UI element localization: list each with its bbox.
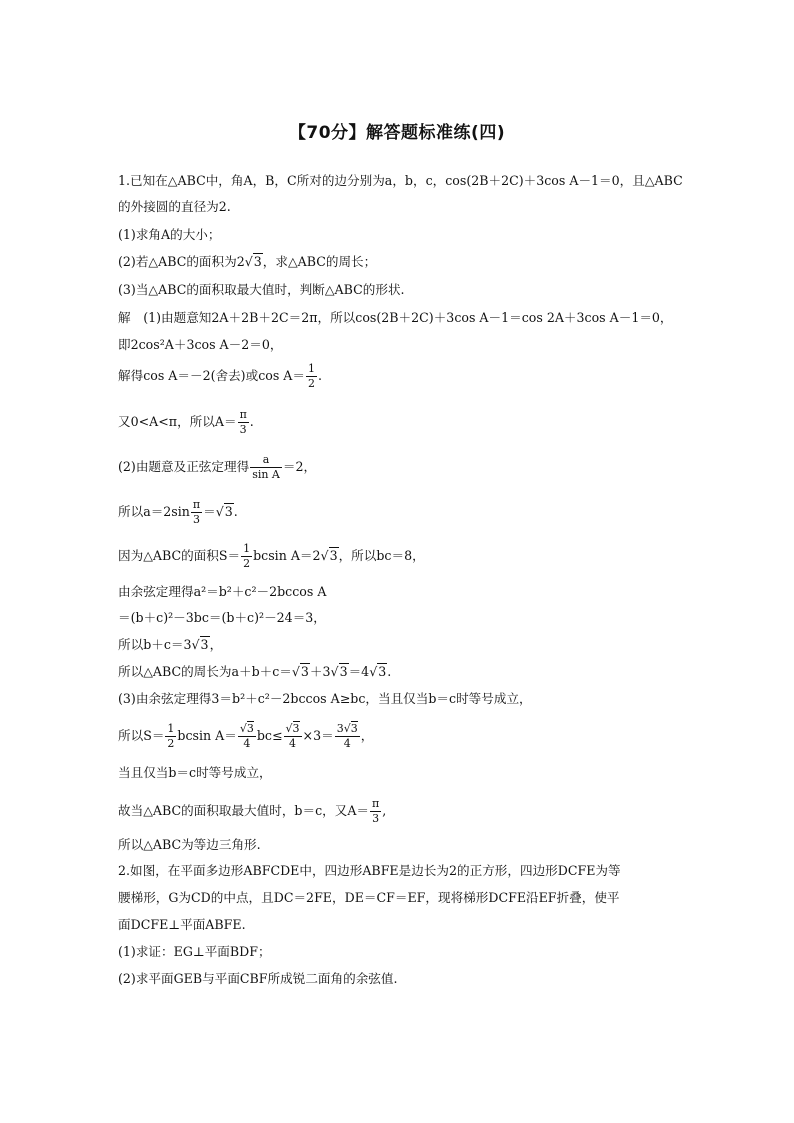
denominator: 2 bbox=[307, 377, 315, 390]
text: , bbox=[382, 803, 387, 818]
solution-line-7 bbox=[118, 542, 425, 571]
q2-stem-line-2: 腰梯形，G为CD的中点，且DC＝2FE，DE＝CF＝EF，现将梯形DCFE沿EF折叠，使平 bbox=[118, 890, 620, 905]
fraction bbox=[241, 542, 252, 571]
text: ＝ bbox=[203, 504, 216, 519]
numerator: √3 bbox=[239, 722, 254, 735]
sqrt-symbol: √3 bbox=[330, 664, 348, 679]
text: 解得cos A＝－2(舍去)或cos A＝ bbox=[118, 368, 305, 383]
text: . bbox=[233, 504, 238, 519]
text: 因为△ABC的面积S＝ bbox=[118, 548, 241, 563]
fraction bbox=[284, 722, 302, 751]
text: . bbox=[387, 664, 392, 679]
solution-line-4 bbox=[118, 408, 254, 437]
radicand: 3 bbox=[200, 637, 209, 652]
denominator: 3 bbox=[193, 513, 201, 526]
sqrt-symbol: √3 bbox=[215, 504, 233, 519]
numerator: 3√3 bbox=[336, 722, 358, 735]
fraction bbox=[370, 797, 381, 826]
fraction bbox=[250, 453, 282, 482]
radicand: 3 bbox=[339, 664, 348, 679]
fraction bbox=[191, 498, 202, 527]
numerator: π bbox=[372, 797, 380, 810]
text: ＋3 bbox=[309, 664, 331, 679]
fraction bbox=[238, 408, 249, 437]
solution-line-8: 由余弦定理得a²＝b²＋c²－2bccos A bbox=[118, 584, 327, 599]
q2-part-2: (2)求平面GEB与平面CBF所成锐二面角的余弦值. bbox=[118, 971, 398, 986]
fraction bbox=[165, 722, 176, 751]
text: ，求△ABC的周长； bbox=[262, 254, 377, 269]
numerator: 1 bbox=[307, 362, 315, 375]
text: 所以b＋c＝3 bbox=[118, 637, 192, 652]
solution-line-11 bbox=[118, 663, 391, 681]
solution-line-10 bbox=[118, 636, 222, 654]
text: . bbox=[249, 414, 254, 429]
q1-stem-line-2: 的外接圆的直径为2. bbox=[118, 199, 231, 214]
denominator: 3 bbox=[239, 423, 247, 436]
text: 所以△ABC的周长为a＋b＋c＝ bbox=[118, 664, 292, 679]
denominator: 4 bbox=[289, 737, 297, 750]
q2-stem-line-3: 面DCFE⊥平面ABFE. bbox=[118, 917, 246, 932]
numerator: 1 bbox=[167, 722, 175, 735]
solution-line-1: 解 (1)由题意知2A＋2B＋2C＝2π，所以cos(2B＋2C)＋3cos A－1＝cos 2A＋3cos A－1＝0， bbox=[118, 310, 673, 325]
text: ， bbox=[209, 637, 223, 652]
text: bc≤ bbox=[256, 728, 283, 743]
sqrt-symbol: √3 bbox=[191, 637, 209, 652]
radicand: 3 bbox=[378, 664, 387, 679]
radicand: 3 bbox=[329, 548, 338, 563]
text: ＝4 bbox=[348, 664, 370, 679]
solution-line-5 bbox=[118, 453, 316, 482]
text: 所以a＝2sin bbox=[118, 504, 190, 519]
solution-line-3 bbox=[118, 362, 322, 391]
fraction bbox=[238, 722, 256, 751]
solution-line-6 bbox=[118, 498, 238, 527]
radicand: 3 bbox=[246, 722, 254, 735]
numerator: a bbox=[250, 453, 282, 468]
numerator: π bbox=[239, 408, 247, 421]
text: ，所以bc＝8， bbox=[338, 548, 425, 563]
fraction bbox=[335, 722, 360, 751]
text: ×3＝ bbox=[302, 728, 334, 743]
solution-line-15 bbox=[118, 797, 386, 826]
sqrt-symbol: √3 bbox=[244, 254, 262, 269]
text: . bbox=[317, 368, 322, 383]
numerator: π bbox=[192, 498, 201, 511]
fraction bbox=[306, 362, 317, 391]
denominator: 2 bbox=[243, 557, 251, 570]
sqrt-symbol: √3 bbox=[291, 664, 309, 679]
solution-line-12: (3)由余弦定理得3＝b²＋c²－2bccos A≥bc，当且仅当b＝c时等号成立， bbox=[118, 691, 532, 706]
text: ， bbox=[360, 728, 374, 743]
page-title: 【70分】解答题标准练(四) bbox=[288, 123, 506, 143]
solution-line-9: ＝(b＋c)²－3bc＝(b＋c)²－24＝3， bbox=[118, 610, 326, 625]
solution-line-16: 所以△ABC为等边三角形. bbox=[118, 837, 261, 852]
radicand: 3 bbox=[350, 722, 358, 735]
text: 故当△ABC的面积取最大值时，b＝c，又A＝ bbox=[118, 803, 370, 818]
numerator: 1 bbox=[243, 542, 251, 555]
text: (2)由题意及正弦定理得 bbox=[118, 459, 250, 474]
text: (2)若△ABC的面积为2 bbox=[118, 254, 245, 269]
coefficient: 3 bbox=[336, 722, 344, 735]
text: 又0<A<π，所以A＝ bbox=[118, 414, 237, 429]
q2-part-1: (1)求证：EG⊥平面BDF； bbox=[118, 944, 271, 959]
denominator: 4 bbox=[343, 737, 351, 750]
q2-stem-line-1: 2.如图，在平面多边形ABFCDE中，四边形ABFE是边长为2的正方形，四边形DCFE为等 bbox=[118, 863, 621, 878]
q1-stem-line-1: 1.已知在△ABC中，角A，B，C所对的边分别为a，b，c，cos(2B＋2C)＋3cos A－1＝0，且△ABC bbox=[118, 173, 683, 188]
q1-part-3: (3)当△ABC的面积取最大值时，判断△ABC的形状. bbox=[118, 282, 405, 297]
text: 所以S＝ bbox=[118, 728, 165, 743]
sqrt-symbol: √3 bbox=[369, 664, 387, 679]
radicand: 3 bbox=[292, 722, 300, 735]
solution-line-13 bbox=[118, 722, 373, 751]
q1-part-2 bbox=[118, 253, 376, 271]
radicand: 3 bbox=[300, 664, 309, 679]
numerator: √3 bbox=[285, 722, 300, 735]
denominator: 4 bbox=[243, 737, 251, 750]
text: bcsin A＝2 bbox=[253, 548, 321, 563]
denominator: 3 bbox=[372, 812, 380, 825]
radicand: 3 bbox=[253, 254, 262, 269]
solution-line-14: 当且仅当b＝c时等号成立， bbox=[118, 765, 272, 780]
sqrt-symbol: √3 bbox=[320, 548, 338, 563]
text: bcsin A＝ bbox=[177, 728, 237, 743]
radicand: 3 bbox=[224, 504, 233, 519]
solution-line-2: 即2cos²A＋3cos A－2＝0， bbox=[118, 337, 283, 352]
denominator: 2 bbox=[167, 737, 175, 750]
denominator: sin A bbox=[252, 468, 280, 481]
text: ＝2， bbox=[282, 459, 317, 474]
q1-part-1: (1)求角A的大小； bbox=[118, 227, 221, 242]
